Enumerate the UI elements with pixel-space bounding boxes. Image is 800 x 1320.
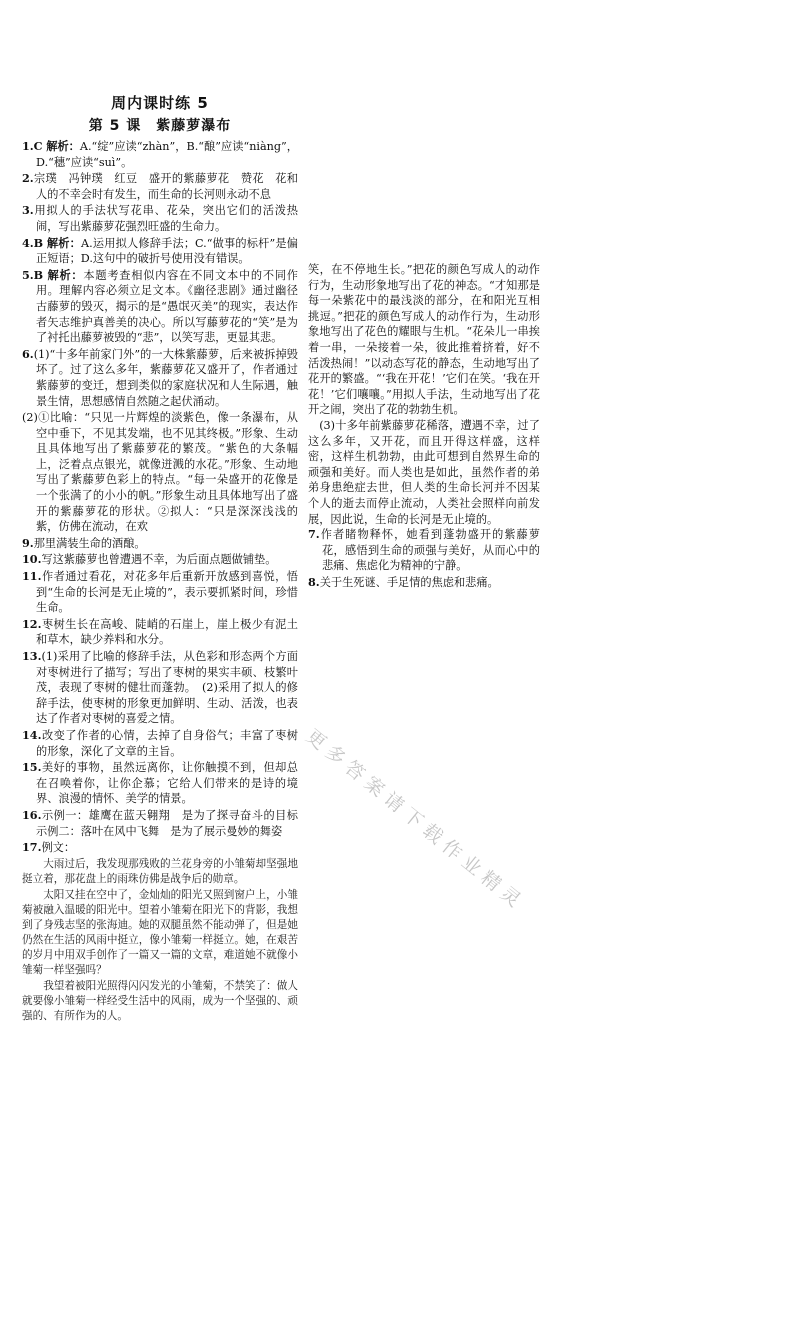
answer-item: 11.作者通过看花，对花多年后重新开放感到喜悦，悟到“生命的长河是无止境的”，表示要抓紧时间，珍惜生命。 — [22, 569, 298, 615]
answer-part3: (3)十多年前紫藤萝花稀落，遭遇不幸，过了这么多年，又开花，而且开得这样盛，这样密，这样生机勃勃，由此可想到自然界生命的顽强和美好。而人类也是如此，虽然作者的弟弟身患绝症去世，但人类的生命长河并不因某个人的逝去而停止流动，人类社会照样向前发展，因此说，生命的长河是无止境的。 — [308, 418, 540, 526]
answer-item: 12.枣树生长在高峻、陡峭的石崖上，崖上极少有泥土和草木，缺少养料和水分。 — [22, 616, 298, 647]
watermark-text: 更多答案请下载作业精灵 — [301, 725, 530, 916]
answer-item: 17.例文： — [22, 840, 76, 855]
answer-item: 14.改变了作者的心情，去掉了自身俗气；丰富了枣树的形象，深化了文章的主旨。 — [22, 727, 298, 758]
answer-continuation: 笑，在不停地生长。”把花的颜色写成人的动作行为，生动形象地写出了花的神态。“才知那是每一朵紫花中的最浅淡的部分，在和阳光互相挑逗。”把花的颜色写成人的动作行为，生动形象地写出了花色的耀眼与生机。“花朵儿一串挨着一串，一朵接着一朵，彼此推着挤着，好不活泼热闹！”以动态写花的静态，生动地写出了花开的繁盛。“‘我在开花！’它们在笑。‘我在开花！’它们嚷嚷。”用拟人手法，生动地写出了花开之闹，突出了花的勃勃生机。 — [308, 263, 540, 417]
essay-paragraph: 大雨过后，我发现那残败的兰花身旁的小雏菊却坚强地挺立着，那花盘上的雨珠仿佛是战争后的勋章。 — [22, 857, 298, 885]
answer-item: 5.B 解析：本题考查相似内容在不同文本中的不同作用。理解内容必须立足文本。《幽径悲剧》通过幽径古藤萝的毁灭，揭示的是“愚氓灭美”的现实，表达作者矢志维护真善美的决心。所以写藤萝花的“笑”是为了衬托出藤萝被毁的“悲”，以笑写悲，更显其悲。 — [22, 267, 298, 345]
left-column — [22, 88, 298, 1198]
answer-item: 15.美好的事物，虽然远离你，让你触摸不到，但却总在召唤着你，让你企慕；它给人们带来的是诗的境界、浪漫的情怀、美学的情景。 — [22, 760, 298, 806]
answer-item: 4.B 解析：A.运用拟人修辞手法；C.“做事的标杆”是偏正短语；D.这句中的破折号使用没有错误。 — [22, 235, 298, 266]
answer-item: (2)①比喻：“只见一片辉煌的淡紫色，像一条瀑布，从空中垂下，不见其发端，也不见其终极。”形象、生动且具体地写出了紫藤萝花的繁茂。“紫色的大条幅上，泛着点点银光，就像迸溅的水花。”形象、生动地写出了紫藤萝色彩上的特点。“每一朵盛开的花像是一个张满了的小小的帆。”形象生动且具体地写出了盛开的紫藤萝花的形状。②拟人：“只是深深浅浅的紫，仿佛在流动，在欢 — [22, 411, 298, 534]
answer-item: 13.(1)采用了比喻的修辞手法，从色彩和形态两个方面对枣树进行了描写；写出了枣树的果实丰硕、枝繁叶茂，表现了枣树的健壮而蓬勃。 (2)采用了拟人的修辞手法，使枣树的形象更加鲜明、生动、活泼，也表达了作者对枣树的喜爱之情。 — [22, 649, 298, 726]
answer-item: 10.写这紫藤萝也曾遭遇不幸，为后面点题做铺垫。 — [22, 552, 277, 567]
answer-item: 6.(1)“十多年前家门外”的一大株紫藤萝，后来被拆掉毁坏了。过了这么多年，紫藤萝花又盛开了，作者通过紫藤萝的变迁，想到类似的家庭状况和人生际遇，触景生情，思想感情自然随之起伏涌动。 — [22, 346, 298, 408]
lesson-subtitle: 第 5 课 紫藤萝瀑布 — [88, 118, 232, 134]
page-title: 周内课时练 5 — [111, 94, 209, 112]
answer-item: 9.那里满装生命的酒酿。 — [22, 535, 146, 550]
answer-item: 1.C 解析：A.“绽”应读“zhàn”，B.“酿”应读“niàng”，D.“穗”应读“suì”。 — [22, 139, 298, 169]
answer-item: 7.作者睹物释怀，她看到蓬勃盛开的紫藤萝花，感悟到生命的顽强与美好，从而心中的悲痛、焦虑化为精神的宁静。 — [308, 527, 540, 573]
answer-item: 8.关于生死谜、手足情的焦虑和悲痛。 — [308, 574, 499, 589]
answer-item: 3.用拟人的手法状写花串、花朵，突出它们的活泼热闹，写出紫藤萝花强烈旺盛的生命力。 — [22, 203, 298, 233]
essay-paragraph: 我望着被阳光照得闪闪发光的小雏菊，不禁笑了：做人就要像小雏菊一样经受生活中的风雨，成为一个坚强的、顽强的、有所作为的人。 — [22, 979, 298, 1022]
answer-item: 2.宗璞 冯钟璞 红豆 盛开的紫藤萝花 赞花 花和人的不幸会时有发生，而生命的长河则永动不息 — [22, 171, 298, 201]
right-column — [308, 262, 540, 610]
essay-paragraph: 太阳又挂在空中了，金灿灿的阳光又照到窗户上，小雏菊被融入温暖的阳光中。望着小雏菊在阳光下的背影，我想到了身残志坚的张海迪。她的双腿虽然不能动弹了，但是她仍然在生活的风雨中挺立，像小雏菊一样挺立。她，在艰苦的岁月中用双手创作了一篇又一篇的文章，难道她不就像小雏菊一样坚强吗？ — [22, 888, 298, 976]
answer-item: 16.示例一：雄鹰在蓝天翱翔 是为了探寻奋斗的目标 示例二：落叶在风中飞舞 是为了展示曼妙的舞姿 — [22, 807, 298, 838]
